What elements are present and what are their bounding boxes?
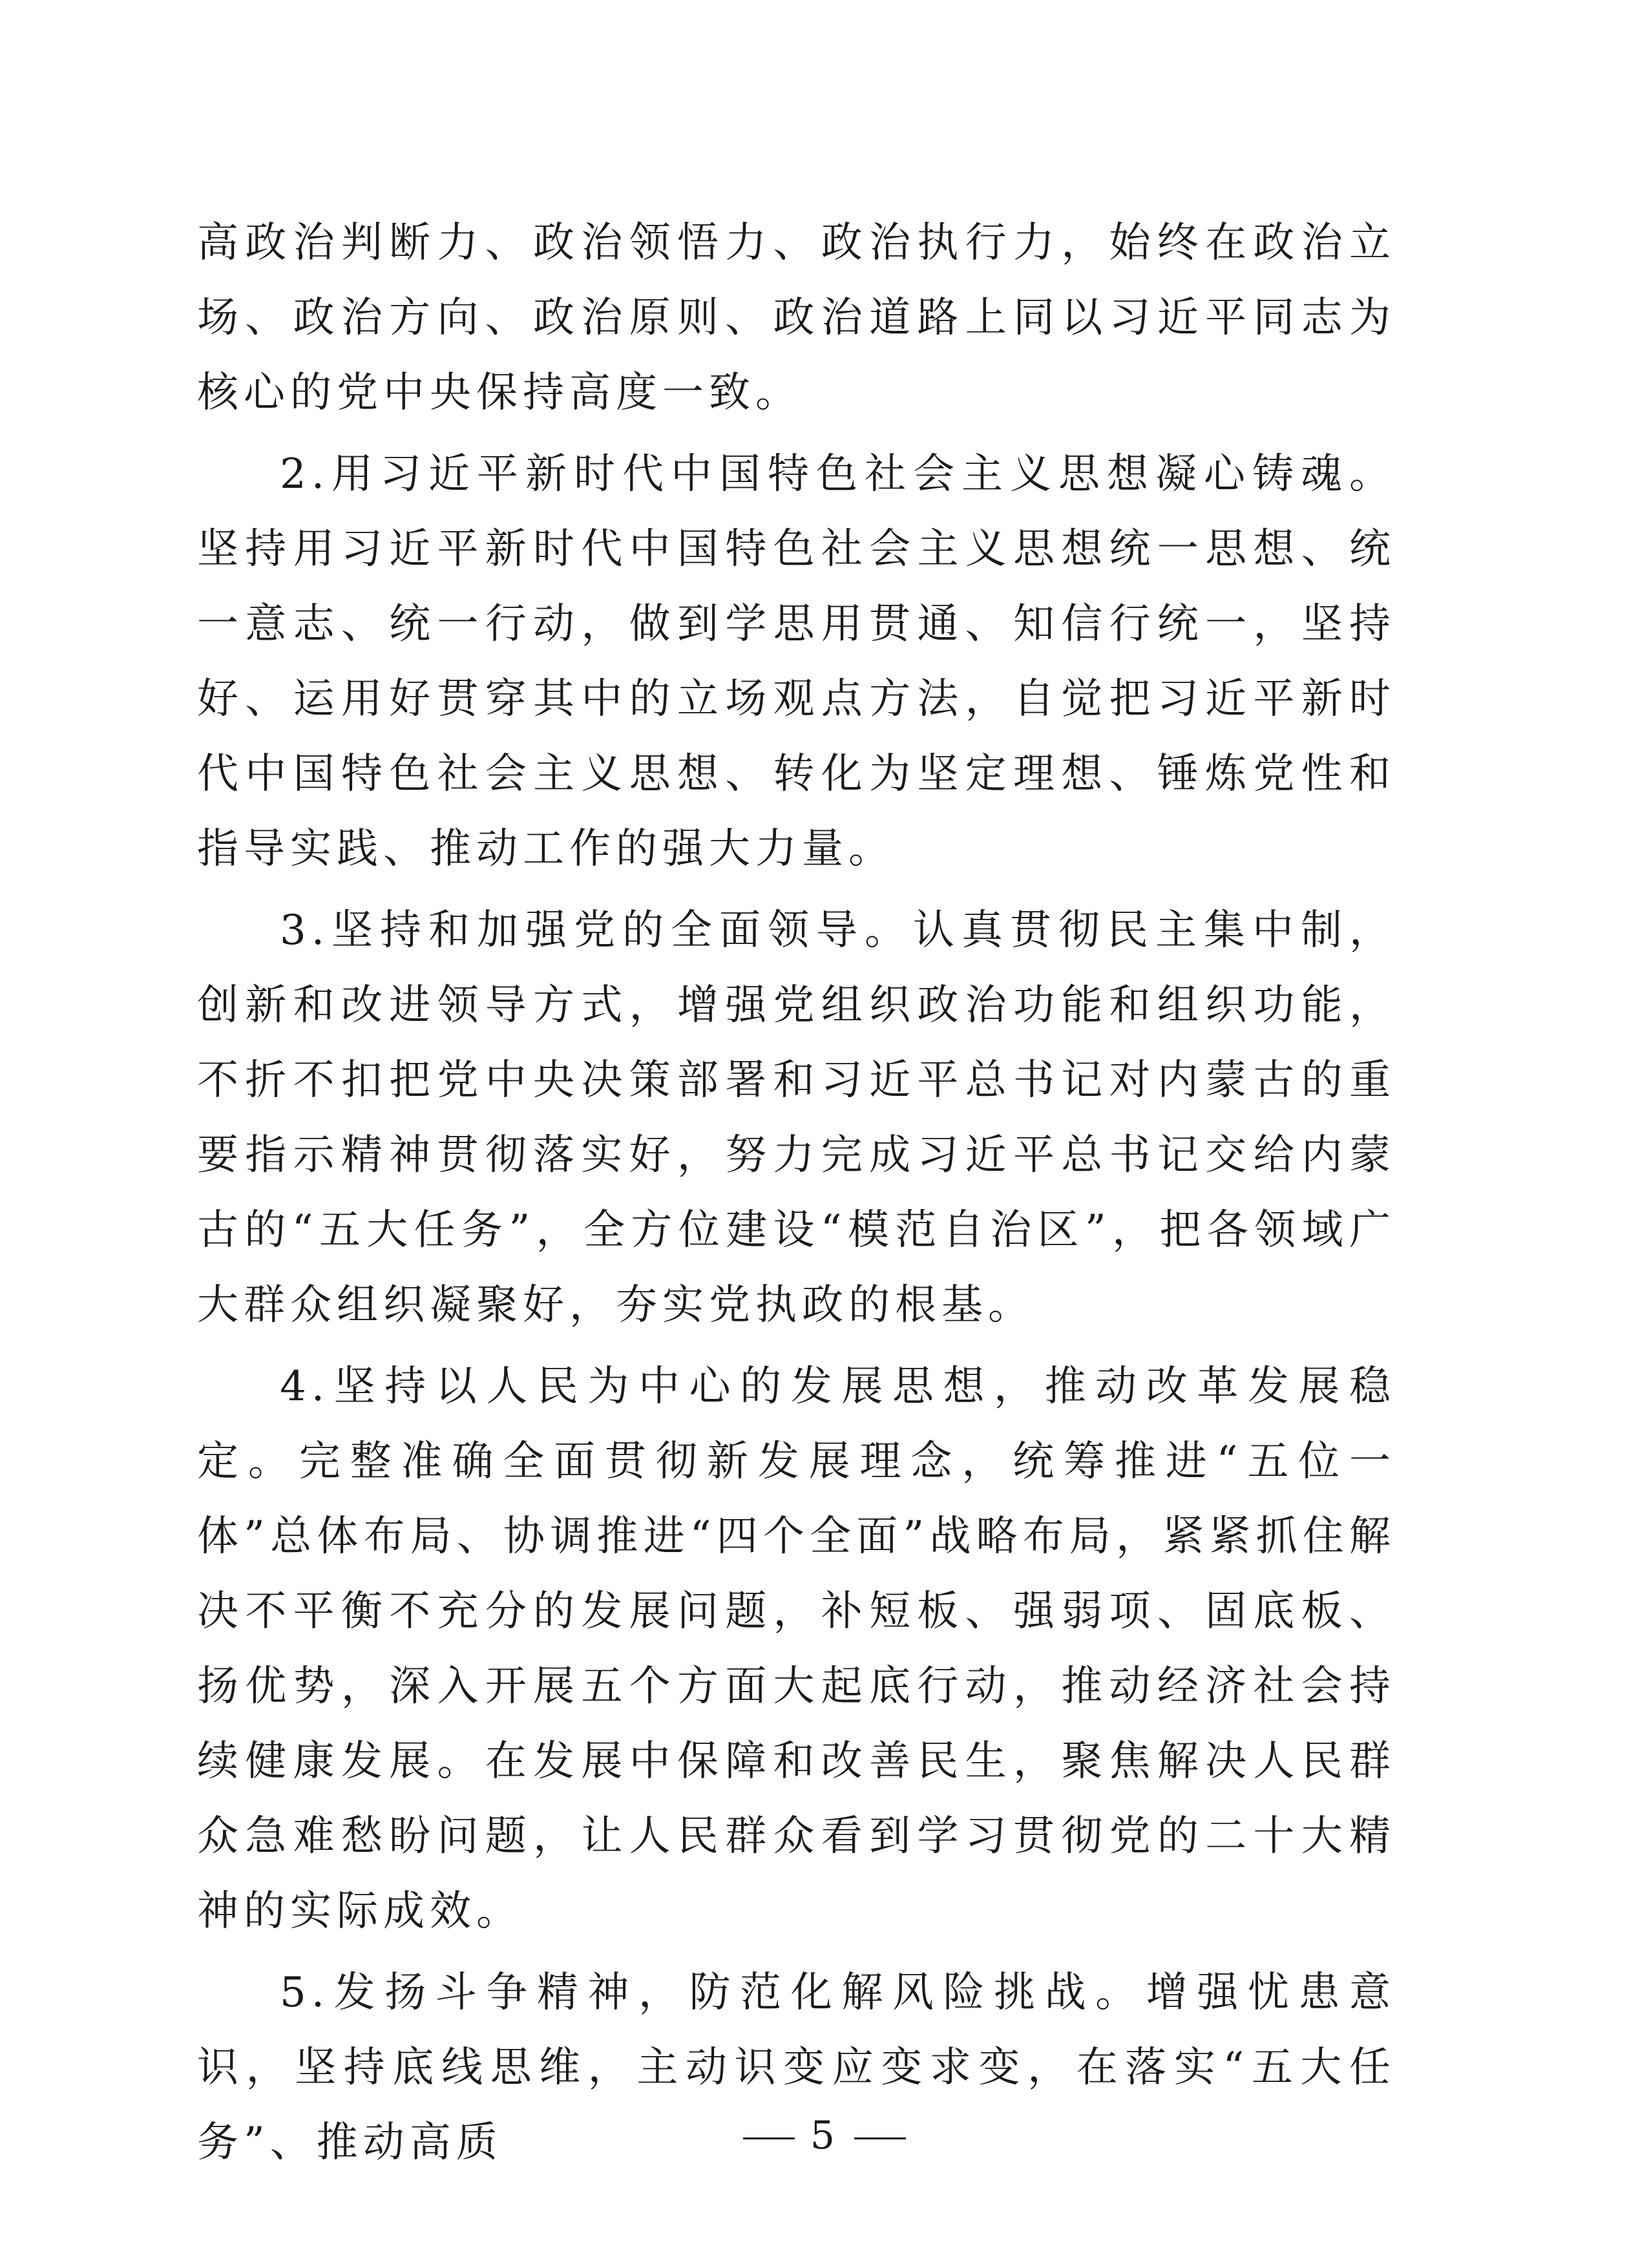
paragraph-continuation: 高政治判断力、政治领悟力、政治执行力，始终在政治立场、政治方向、政治原则、政治道路上同以习近平同志为核心的党中央保持高度一致。 [197, 219, 1396, 417]
paragraph-item-4: 4.坚持以人民为中心的发展思想，推动改革发展稳定。完整准确全面贯彻新发展理念，统筹推进“五位一体”总体布局、协调推进“四个全面”战略布局，紧紧抓住解决不平衡不充分的发展问题，补短板、强弱项、固底板、扬优势，深入开展五个方面大起底行动，推动经济社会持续健康发展。在发展中保障和改善民生，聚焦解决人民群众急难愁盼问题，让人民群众看到学习贯彻党的二十大精神的实际成效。 [197, 1363, 1396, 1935]
paragraph-item-2: 2.用习近平新时代中国特色社会主义思想凝心铸魂。坚持用习近平新时代中国特色社会主义思想统一思想、统一意志、统一行动，做到学思用贯通、知信行统一，坚持好、运用好贯穿其中的立场观点方法，自觉把习近平新时代中国特色社会主义思想、转化为坚定理想、锤炼党性和指导实践、推动工作的强大力量。 [197, 450, 1396, 873]
body-text [197, 205, 1396, 2187]
footer-dash-left [743, 2137, 795, 2139]
paragraph-item-5: 5.发扬斗争精神，防范化解风险挑战。增强忧患意识，坚持底线思维，主动识变应变求变，在落实“五大任务”、推动高质 [197, 1969, 1396, 2167]
page-number: 5 [810, 2113, 839, 2158]
page-footer [0, 2113, 1649, 2158]
footer-dash-right [854, 2137, 906, 2139]
paragraph-item-3: 3.坚持和加强党的全面领导。认真贯彻民主集中制，创新和改进领导方式，增强党组织政治功能和组织功能，不折不扣把党中央决策部署和习近平总书记对内蒙古的重要指示精神贯彻落实好，努力完成习近平总书记交给内蒙古的“五大任务”，全方位建设“模范自治区”，把各领域广大群众组织凝聚好，夯实党执政的根基。 [197, 907, 1396, 1329]
